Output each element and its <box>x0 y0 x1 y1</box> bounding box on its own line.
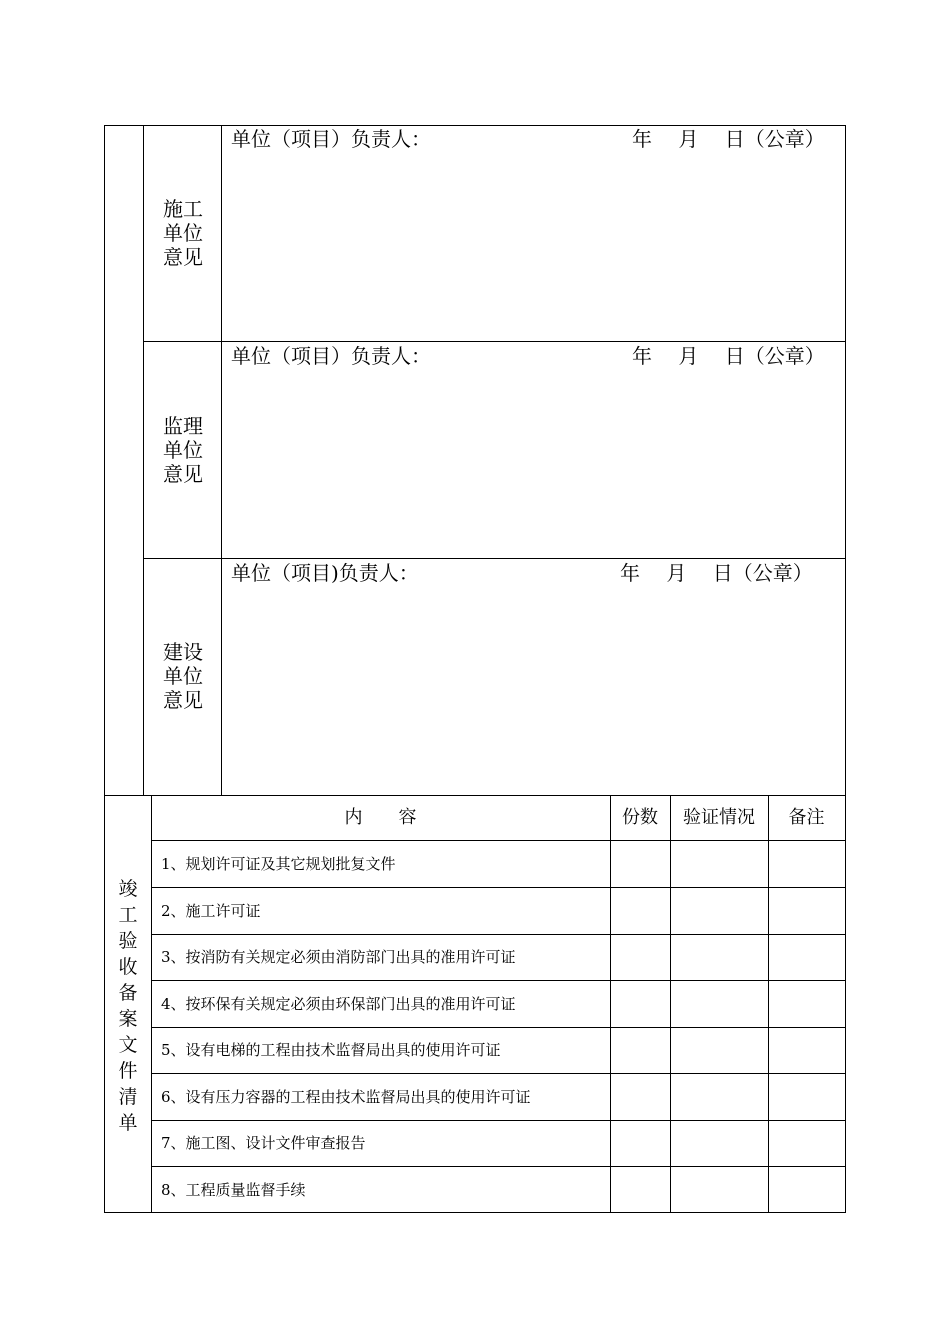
opinion-divider-2 <box>143 558 846 559</box>
checklist-row-2: 2、施工许可证 <box>161 902 261 920</box>
header-remarks: 备注 <box>788 807 825 828</box>
table-left-border <box>104 125 105 1213</box>
col-divider-copies <box>610 795 611 1213</box>
opinion-divider-1 <box>143 341 846 342</box>
row-line-4 <box>151 1027 846 1028</box>
construction-signer-label: 单位（项目）负责人： <box>231 127 431 151</box>
supervision-unit-label: 监理 单位 意见 <box>163 414 203 486</box>
checklist-label-divider <box>151 795 152 1213</box>
row-line-2 <box>151 934 846 935</box>
col-divider-remarks <box>768 795 769 1213</box>
checklist-row-7: 7、施工图、设计文件审查报告 <box>161 1134 366 1152</box>
header-content: 内 容 <box>344 807 417 828</box>
checklist-row-8: 8、工程质量监督手续 <box>161 1181 306 1199</box>
header-verify: 验证情况 <box>683 807 755 828</box>
checklist-row-6: 6、设有压力容器的工程由技术监督局出具的使用许可证 <box>161 1088 531 1106</box>
owner-unit-label: 建设 单位 意见 <box>163 640 203 712</box>
checklist-side-label: 竣 工 验 收 备 案 文 件 清 单 <box>118 878 138 1134</box>
row-line-3 <box>151 980 846 981</box>
opinion-label-divider <box>221 125 222 795</box>
opinion-inner-left-border <box>143 125 144 795</box>
owner-signer-label: 单位（项目)负责人： <box>231 561 419 585</box>
owner-date-stamp: 年 月 日（公章） <box>620 561 813 585</box>
row-line-1 <box>151 887 846 888</box>
checklist-row-5: 5、设有电梯的工程由技术监督局出具的使用许可证 <box>161 1041 501 1059</box>
supervision-date-stamp: 年 月 日（公章） <box>632 344 825 368</box>
construction-date-stamp: 年 月 日（公章） <box>632 127 825 151</box>
col-divider-verify <box>670 795 671 1213</box>
table-bottom-border <box>104 1212 846 1213</box>
checklist-row-3: 3、按消防有关规定必须由消防部门出具的准用许可证 <box>161 948 516 966</box>
row-line-7 <box>151 1166 846 1167</box>
checklist-row-4: 4、按环保有关规定必须由环保部门出具的准用许可证 <box>161 995 516 1013</box>
table-right-border <box>845 125 846 1213</box>
construction-unit-label: 施工 单位 意见 <box>163 197 203 269</box>
table-top-border <box>104 125 846 126</box>
row-line-5 <box>151 1073 846 1074</box>
checklist-row-1: 1、规划许可证及其它规划批复文件 <box>161 855 396 873</box>
section-divider <box>104 795 846 796</box>
header-bottom-line <box>151 840 846 841</box>
supervision-signer-label: 单位（项目）负责人： <box>231 344 431 368</box>
header-copies: 份数 <box>622 807 658 828</box>
row-line-6 <box>151 1120 846 1121</box>
